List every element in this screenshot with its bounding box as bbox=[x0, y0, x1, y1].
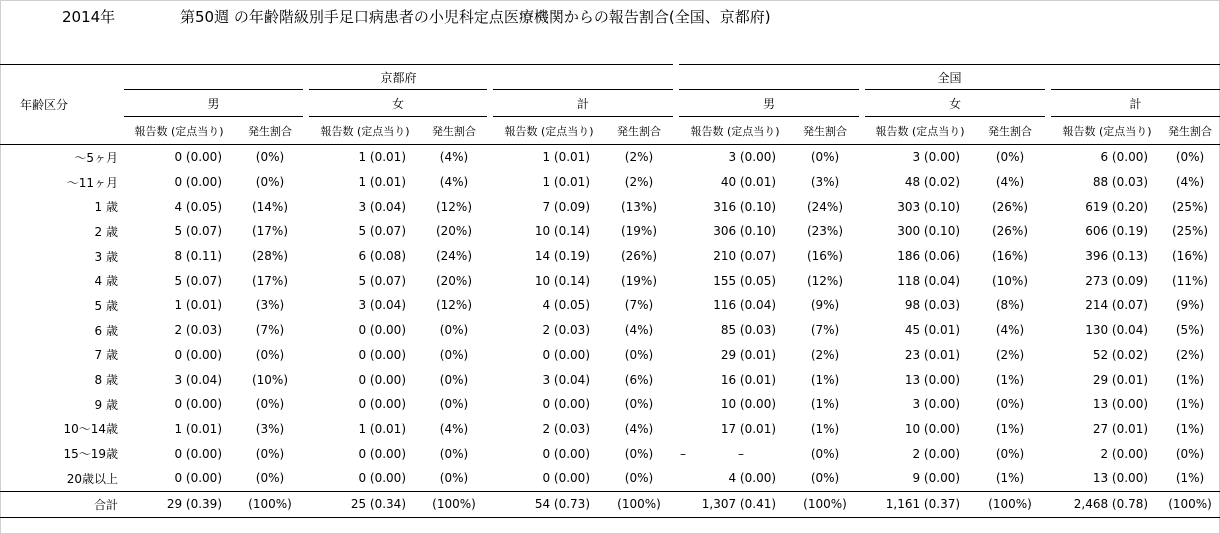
rate-cell: (1%) bbox=[1175, 372, 1205, 387]
col-header-report: 報告数 (定点当り) bbox=[1062, 124, 1152, 138]
rate-cell: (28%) bbox=[251, 249, 289, 264]
table-row bbox=[0, 268, 1220, 293]
report-cell: 16 (0.01) bbox=[720, 372, 777, 387]
col-header-report: 報告数 (定点当り) bbox=[320, 124, 410, 138]
group-header-zenkoku: 全国 bbox=[676, 65, 1220, 90]
rate-cell: (1%) bbox=[1175, 421, 1205, 436]
report-cell: 27 (0.01) bbox=[1092, 421, 1149, 436]
col-header-rate: 発生割合 bbox=[988, 124, 1033, 138]
report-value: – bbox=[738, 446, 745, 461]
rate-cell: (4%) bbox=[624, 421, 654, 436]
report-cell: 2,468 (0.78) bbox=[1073, 497, 1149, 512]
col-header-report: 報告数 (定点当り) bbox=[504, 124, 594, 138]
rate-cell: (0%) bbox=[255, 150, 285, 165]
report-cell: 306 (0.10) bbox=[713, 224, 777, 239]
report-cell: 3 (0.04) bbox=[358, 298, 406, 313]
rate-cell: (13%) bbox=[620, 199, 658, 214]
year-label: 2014年 bbox=[62, 8, 116, 26]
age-cell: 2 歳 bbox=[94, 224, 118, 239]
table-row bbox=[0, 219, 1220, 244]
report-cell: 3 (0.00) bbox=[912, 150, 961, 165]
report-cell: 0 (0.00) bbox=[174, 150, 222, 165]
rate-cell: (7%) bbox=[810, 323, 840, 338]
age-cell: 10～14歳 bbox=[63, 422, 118, 437]
age-cell: 5 歳 bbox=[94, 298, 118, 313]
rate-cell: (26%) bbox=[991, 199, 1029, 214]
rate-cell: (10%) bbox=[991, 273, 1029, 288]
rate-cell: (0%) bbox=[1175, 150, 1205, 165]
report-cell: 13 (0.00) bbox=[1092, 397, 1149, 412]
report-cell: 13 (0.00) bbox=[1092, 471, 1149, 486]
report-cell: 2 (0.03) bbox=[542, 421, 590, 436]
report-cell: 0 (0.00) bbox=[174, 471, 222, 486]
report-cell: 0 (0.00) bbox=[542, 471, 590, 486]
report-cell: 7 (0.09) bbox=[542, 199, 590, 214]
age-cell: 15～19歳 bbox=[63, 447, 118, 462]
age-cell: 3 歳 bbox=[94, 249, 118, 264]
age-cell: 合計 bbox=[93, 497, 118, 512]
report-cell: 1 (0.01) bbox=[542, 150, 590, 165]
age-cell: 9 歳 bbox=[94, 397, 118, 412]
report-table bbox=[0, 64, 1220, 518]
rate-cell: (1%) bbox=[995, 421, 1025, 436]
table-row bbox=[0, 318, 1220, 343]
col-header-report: 報告数 (定点当り) bbox=[690, 124, 780, 138]
report-cell: 25 (0.34) bbox=[350, 497, 406, 512]
report-cell: 29 (0.01) bbox=[1092, 372, 1149, 387]
report-cell: 0 (0.00) bbox=[542, 397, 590, 412]
rate-cell: (0%) bbox=[810, 150, 840, 165]
report-cell: 52 (0.02) bbox=[1092, 347, 1149, 362]
rate-cell: (16%) bbox=[991, 249, 1029, 264]
rate-cell: (4%) bbox=[1175, 175, 1205, 190]
table-row bbox=[0, 441, 1220, 466]
report-cell: 0 (0.00) bbox=[174, 397, 222, 412]
rate-cell: (100%) bbox=[248, 497, 292, 512]
report-cell: 3 (0.00) bbox=[728, 150, 777, 165]
rate-cell: (0%) bbox=[995, 150, 1025, 165]
age-cell: 4 歳 bbox=[94, 274, 118, 289]
col-header-rate: 発生割合 bbox=[432, 124, 476, 138]
total-row bbox=[0, 491, 1220, 517]
rate-cell: (1%) bbox=[1175, 471, 1205, 486]
rate-cell: (0%) bbox=[439, 471, 469, 486]
table-row bbox=[0, 145, 1220, 170]
rate-cell: (0%) bbox=[995, 446, 1025, 461]
rate-cell: (24%) bbox=[806, 199, 844, 214]
rate-cell: (7%) bbox=[255, 323, 285, 338]
report-cell: 2 (0.03) bbox=[174, 323, 222, 338]
rate-cell: (19%) bbox=[620, 273, 658, 288]
report-cell: 29 (0.01) bbox=[720, 347, 777, 362]
rate-cell: (5%) bbox=[1175, 323, 1205, 338]
rate-cell: (19%) bbox=[620, 224, 658, 239]
report-cell: 210 (0.07) bbox=[713, 249, 777, 264]
report-cell: 5 (0.07) bbox=[358, 273, 406, 288]
rate-cell: (4%) bbox=[439, 175, 469, 190]
report-cell: 0 (0.00) bbox=[174, 347, 222, 362]
rate-cell: (26%) bbox=[991, 224, 1029, 239]
rate-cell: (26%) bbox=[620, 249, 658, 264]
report-cell: 6 (0.08) bbox=[358, 249, 406, 264]
rate-cell: (100%) bbox=[988, 497, 1032, 512]
report-cell: 1 (0.01) bbox=[358, 150, 406, 165]
rate-cell: (0%) bbox=[255, 397, 285, 412]
rate-cell: (0%) bbox=[624, 347, 654, 362]
report-cell: 606 (0.19) bbox=[1085, 224, 1149, 239]
report-cell: 0 (0.00) bbox=[358, 372, 406, 387]
report-cell: 4 (0.00) bbox=[728, 471, 777, 486]
table-row bbox=[0, 367, 1220, 392]
col-header-report: 報告数 (定点当り) bbox=[134, 124, 224, 138]
report-cell: 0 (0.00) bbox=[358, 347, 406, 362]
rate-cell: (0%) bbox=[810, 446, 840, 461]
report-cell: 3 (0.04) bbox=[174, 372, 222, 387]
rate-cell: (4%) bbox=[439, 421, 469, 436]
report-cell: 40 (0.01) bbox=[720, 175, 777, 190]
report-cell: 130 (0.04) bbox=[1085, 323, 1149, 338]
report-cell: 2 (0.00) bbox=[1100, 446, 1149, 461]
report-cell: 1 (0.01) bbox=[358, 421, 406, 436]
rate-cell: (4%) bbox=[995, 175, 1025, 190]
report-cell: 155 (0.05) bbox=[713, 273, 777, 288]
rate-cell: (0%) bbox=[439, 446, 469, 461]
table-row bbox=[0, 170, 1220, 195]
report-cell: 3 (0.04) bbox=[542, 372, 590, 387]
report-cell: 9 (0.00) bbox=[912, 471, 961, 486]
rate-cell: (2%) bbox=[624, 150, 654, 165]
missing-prefix-dash: – bbox=[680, 446, 687, 461]
rate-cell: (9%) bbox=[1175, 298, 1205, 313]
rate-cell: (6%) bbox=[624, 372, 654, 387]
report-cell: 48 (0.02) bbox=[904, 175, 961, 190]
rate-cell: (25%) bbox=[1172, 199, 1209, 214]
report-cell: 0 (0.00) bbox=[174, 446, 222, 461]
rate-cell: (17%) bbox=[251, 273, 289, 288]
rate-cell: (2%) bbox=[810, 347, 840, 362]
sub-header-kyoto-total: 計 bbox=[490, 90, 676, 117]
report-cell: 85 (0.03) bbox=[720, 323, 777, 338]
report-cell bbox=[676, 441, 788, 466]
page-title: 第50週 の年齢階級別手足口病患者の小児科定点医療機関からの報告割合(全国、京都府) bbox=[180, 8, 771, 26]
report-cell: 273 (0.09) bbox=[1085, 273, 1149, 288]
report-cell: 10 (0.14) bbox=[534, 273, 590, 288]
report-cell: 10 (0.00) bbox=[904, 421, 961, 436]
rate-cell: (0%) bbox=[439, 397, 469, 412]
report-cell: 0 (0.00) bbox=[358, 446, 406, 461]
sub-header-zenkoku-female: 女 bbox=[862, 90, 1048, 117]
col-header-report: 報告数 (定点当り) bbox=[875, 124, 965, 138]
report-cell: 10 (0.14) bbox=[534, 224, 590, 239]
report-cell: 0 (0.00) bbox=[542, 446, 590, 461]
rate-cell: (1%) bbox=[810, 397, 840, 412]
col-header-rate: 発生割合 bbox=[803, 124, 848, 138]
report-cell: 1 (0.01) bbox=[358, 175, 406, 190]
report-cell: 0 (0.00) bbox=[358, 471, 406, 486]
report-cell: 88 (0.03) bbox=[1092, 175, 1149, 190]
table-row bbox=[0, 293, 1220, 318]
rate-cell: (23%) bbox=[806, 224, 844, 239]
rate-cell: (1%) bbox=[810, 421, 840, 436]
rate-cell: (10%) bbox=[251, 372, 289, 387]
rate-cell: (2%) bbox=[624, 175, 654, 190]
rate-cell: (9%) bbox=[810, 298, 840, 313]
report-cell: 396 (0.13) bbox=[1085, 249, 1149, 264]
rate-cell: (4%) bbox=[439, 150, 469, 165]
rate-cell: (100%) bbox=[432, 497, 476, 512]
report-cell: 3 (0.04) bbox=[358, 199, 406, 214]
rate-cell: (0%) bbox=[439, 323, 469, 338]
rate-cell: (1%) bbox=[1175, 397, 1205, 412]
age-cell: 6 歳 bbox=[94, 323, 118, 338]
rate-cell: (20%) bbox=[435, 273, 473, 288]
table-row bbox=[0, 466, 1220, 491]
age-header: 年齢区分 bbox=[0, 65, 124, 145]
table-row bbox=[0, 343, 1220, 368]
rate-cell: (20%) bbox=[435, 224, 473, 239]
report-cell: 5 (0.07) bbox=[174, 224, 222, 239]
rate-cell: (0%) bbox=[439, 347, 469, 362]
rate-cell: (16%) bbox=[1172, 249, 1209, 264]
report-cell: 5 (0.07) bbox=[174, 273, 222, 288]
rate-cell: (0%) bbox=[255, 175, 285, 190]
age-cell: 7 歳 bbox=[94, 348, 118, 363]
report-cell: 0 (0.00) bbox=[542, 347, 590, 362]
report-cell: 2 (0.03) bbox=[542, 323, 590, 338]
rate-cell: (1%) bbox=[995, 471, 1025, 486]
rate-cell: (0%) bbox=[624, 446, 654, 461]
age-cell: 8 歳 bbox=[94, 373, 118, 388]
rate-cell: (4%) bbox=[995, 323, 1025, 338]
report-cell: 0 (0.00) bbox=[358, 397, 406, 412]
sub-header-zenkoku-total: 計 bbox=[1048, 90, 1220, 117]
report-cell: 14 (0.19) bbox=[534, 249, 590, 264]
col-header-rate: 発生割合 bbox=[1168, 124, 1213, 138]
age-cell: ～11ヶ月 bbox=[66, 175, 118, 190]
report-cell: 10 (0.00) bbox=[720, 397, 777, 412]
rate-cell: (3%) bbox=[810, 175, 840, 190]
report-cell: 23 (0.01) bbox=[904, 347, 961, 362]
report-cell: 3 (0.00) bbox=[912, 397, 961, 412]
sub-header-kyoto-female: 女 bbox=[306, 90, 490, 117]
table-row bbox=[0, 417, 1220, 442]
table-row bbox=[0, 194, 1220, 219]
rate-cell: (0%) bbox=[255, 471, 285, 486]
rate-cell: (0%) bbox=[255, 446, 285, 461]
report-cell: 1,161 (0.37) bbox=[885, 497, 961, 512]
report-cell: 98 (0.03) bbox=[904, 298, 961, 313]
rate-cell: (100%) bbox=[1168, 497, 1212, 512]
rate-cell: (17%) bbox=[251, 224, 289, 239]
report-cell: 118 (0.04) bbox=[897, 273, 961, 288]
report-cell: 8 (0.11) bbox=[174, 249, 222, 264]
rate-cell: (0%) bbox=[624, 397, 654, 412]
report-cell: 1 (0.01) bbox=[174, 298, 222, 313]
rate-cell: (0%) bbox=[439, 372, 469, 387]
report-cell: 45 (0.01) bbox=[904, 323, 961, 338]
report-cell: 54 (0.73) bbox=[534, 497, 590, 512]
table-row bbox=[0, 392, 1220, 417]
report-cell: 6 (0.00) bbox=[1100, 150, 1149, 165]
rate-cell: (1%) bbox=[995, 372, 1025, 387]
rate-cell: (11%) bbox=[1172, 273, 1209, 288]
rate-cell: (14%) bbox=[251, 199, 289, 214]
age-cell: 20歳以上 bbox=[66, 471, 118, 486]
report-cell: 2 (0.00) bbox=[912, 446, 961, 461]
report-cell: 303 (0.10) bbox=[897, 199, 961, 214]
report-cell: 316 (0.10) bbox=[713, 199, 777, 214]
rate-cell: (2%) bbox=[1175, 347, 1205, 362]
group-header-kyoto: 京都府 bbox=[124, 65, 676, 90]
rate-cell: (0%) bbox=[995, 397, 1025, 412]
report-cell: 4 (0.05) bbox=[174, 199, 222, 214]
table-row bbox=[0, 244, 1220, 269]
rate-cell: (0%) bbox=[624, 471, 654, 486]
rate-cell: (7%) bbox=[624, 298, 654, 313]
report-cell: 186 (0.06) bbox=[897, 249, 961, 264]
col-header-rate: 発生割合 bbox=[617, 124, 661, 138]
sub-header-kyoto-male: 男 bbox=[124, 90, 306, 117]
age-cell: 1 歳 bbox=[94, 200, 118, 215]
report-cell: 300 (0.10) bbox=[897, 224, 961, 239]
rate-cell: (3%) bbox=[255, 421, 285, 436]
report-cell: 13 (0.00) bbox=[904, 372, 961, 387]
rate-cell: (12%) bbox=[806, 273, 844, 288]
rate-cell: (0%) bbox=[810, 471, 840, 486]
col-header-rate: 発生割合 bbox=[248, 124, 292, 138]
report-cell: 0 (0.00) bbox=[174, 175, 222, 190]
rate-cell: (16%) bbox=[806, 249, 844, 264]
sub-header-zenkoku-male: 男 bbox=[676, 90, 862, 117]
report-cell: 214 (0.07) bbox=[1085, 298, 1149, 313]
rate-cell: (100%) bbox=[803, 497, 847, 512]
rate-cell: (1%) bbox=[810, 372, 840, 387]
rate-cell: (24%) bbox=[435, 249, 473, 264]
rate-cell: (0%) bbox=[1175, 446, 1205, 461]
rate-cell: (12%) bbox=[435, 298, 473, 313]
report-cell: 17 (0.01) bbox=[720, 421, 777, 436]
report-cell: 619 (0.20) bbox=[1085, 199, 1149, 214]
report-cell: 1,307 (0.41) bbox=[701, 497, 777, 512]
report-cell: 1 (0.01) bbox=[542, 175, 590, 190]
rate-cell: (3%) bbox=[255, 298, 285, 313]
report-cell: 116 (0.04) bbox=[713, 298, 777, 313]
rate-cell: (2%) bbox=[995, 347, 1025, 362]
report-cell: 5 (0.07) bbox=[358, 224, 406, 239]
report-cell: 0 (0.00) bbox=[358, 323, 406, 338]
report-cell: 4 (0.05) bbox=[542, 298, 590, 313]
rate-cell: (100%) bbox=[617, 497, 661, 512]
report-cell: 1 (0.01) bbox=[174, 421, 222, 436]
rate-cell: (25%) bbox=[1172, 224, 1209, 239]
rate-cell: (0%) bbox=[255, 347, 285, 362]
rate-cell: (4%) bbox=[624, 323, 654, 338]
rate-cell: (12%) bbox=[435, 199, 473, 214]
rate-cell: (8%) bbox=[995, 298, 1025, 313]
age-cell: ～5ヶ月 bbox=[74, 150, 118, 165]
report-cell: 29 (0.39) bbox=[166, 497, 222, 512]
